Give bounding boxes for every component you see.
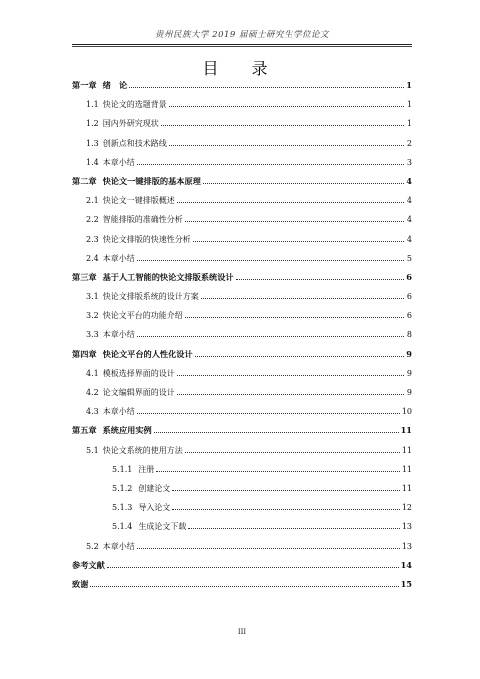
toc-entry-title: 生成论文下载	[138, 522, 187, 532]
toc-entry[interactable]	[72, 383, 412, 402]
toc-entry-page: 13	[401, 522, 412, 532]
dot-leader	[177, 375, 404, 376]
toc-entry-page: 2	[406, 138, 412, 148]
toc-entry[interactable]	[72, 172, 412, 191]
dot-leader	[137, 336, 404, 337]
toc-entry-number: 4.3	[86, 407, 99, 417]
toc-entry-title: 快论文一键排版概述	[102, 196, 175, 206]
dot-leader	[129, 87, 404, 88]
toc-entry-number: 第二章	[72, 175, 97, 186]
toc-entry-title: 快论文排版系统的设计方案	[102, 292, 199, 302]
toc-entry-number: 5.1.4	[112, 522, 133, 532]
toc-entry-number: 3.2	[86, 311, 99, 321]
toc-entry-page: 4	[406, 196, 412, 206]
toc-entry[interactable]	[72, 306, 412, 325]
dot-leader	[161, 125, 404, 126]
dot-leader	[185, 452, 400, 453]
toc-entry-page: 4	[406, 175, 412, 186]
toc-entry-number: 第四章	[72, 348, 97, 359]
toc-entry-page: 8	[406, 330, 412, 340]
toc-entry[interactable]	[72, 556, 412, 575]
toc-entry-title: 注册	[138, 464, 155, 474]
toc-entry[interactable]	[72, 153, 412, 172]
dot-leader	[203, 183, 404, 184]
toc-entry[interactable]	[72, 325, 412, 344]
toc-entry-page: 1	[406, 119, 412, 129]
toc-entry-title: 系统应用实例	[102, 425, 152, 436]
toc-entry-page: 9	[406, 388, 412, 397]
toc-entry-page: 10	[401, 407, 412, 417]
toc-entry-page: 5	[406, 253, 412, 263]
toc-entry-title: 快论文系统的使用方法	[102, 445, 183, 455]
page-number: III	[237, 628, 247, 636]
toc-entry[interactable]	[72, 287, 412, 306]
toc-entry-number: 3.3	[86, 330, 99, 340]
toc-entry[interactable]	[72, 76, 412, 95]
toc-entry-page: 1	[406, 80, 412, 90]
toc-entry-title: 快论文平台的人性化设计	[102, 348, 193, 359]
dot-leader	[137, 260, 404, 261]
toc-entry[interactable]	[72, 114, 412, 133]
toc-entry-title: 致谢	[72, 578, 89, 589]
toc-entry-page: 1	[406, 100, 412, 110]
toc-entry-number: 第一章	[72, 80, 97, 90]
toc-entry-title: 本章小结	[102, 157, 135, 167]
dot-leader	[177, 394, 404, 395]
toc-entry-title: 论文编辑界面的设计	[102, 388, 175, 397]
dot-leader	[154, 432, 399, 433]
toc-entry[interactable]	[72, 517, 412, 536]
toc-entry-page: 11	[401, 445, 412, 455]
toc-entry-page: 11	[401, 483, 412, 493]
toc-entry-page: 3	[406, 157, 412, 167]
toc-entry[interactable]	[72, 537, 412, 556]
toc-entry[interactable]	[72, 268, 412, 287]
header-rule-thin	[72, 46, 412, 47]
dot-leader	[156, 471, 399, 472]
toc-entry-page: 4	[406, 215, 412, 225]
toc-entry-number: 2.2	[86, 215, 99, 225]
toc-entry-page: 13	[401, 541, 412, 551]
toc-entry-number: 3.1	[86, 292, 99, 302]
toc-entry-title: 绪 论	[102, 80, 128, 90]
toc-entry[interactable]	[72, 210, 412, 229]
toc-entry-number: 5.1.2	[112, 483, 133, 493]
toc-entry-page: 11	[400, 425, 412, 436]
toc-entry-page: 6	[406, 271, 412, 282]
toc-entry-number: 1.2	[86, 119, 99, 129]
dot-leader	[193, 241, 404, 242]
dot-leader	[201, 298, 404, 299]
dot-leader	[185, 221, 404, 222]
toc-entry-title: 国内外研究现状	[102, 119, 159, 129]
toc-entry[interactable]	[72, 134, 412, 153]
header-rule	[72, 44, 412, 45]
toc-entry-title: 本章小结	[102, 253, 135, 263]
toc-entry[interactable]	[72, 460, 412, 479]
toc-entry-page: 6	[406, 311, 412, 321]
toc-entry-title: 本章小结	[102, 407, 135, 417]
running-header: 贵州民族大学 2019 届硕士研究生学位论文	[154, 30, 330, 40]
toc-entry-page: 4	[406, 234, 412, 244]
toc-entry[interactable]	[72, 479, 412, 498]
dot-leader	[107, 567, 399, 568]
toc-entry-title: 智能排版的准确性分析	[102, 215, 183, 225]
toc-entry-number: 2.3	[86, 234, 99, 244]
table-of-contents	[72, 76, 412, 594]
dot-leader	[195, 356, 404, 357]
dot-leader	[236, 279, 404, 280]
toc-entry[interactable]	[72, 575, 412, 594]
toc-entry-title: 基于人工智能的快论文排版系统设计	[102, 271, 234, 282]
toc-entry-number: 5.2	[86, 541, 99, 551]
toc-entry[interactable]	[72, 345, 412, 364]
toc-entry-number: 1.4	[86, 157, 99, 167]
toc-entry-title: 快论文的选题背景	[102, 100, 167, 110]
toc-entry-page: 6	[406, 292, 412, 302]
dot-leader	[137, 413, 400, 414]
toc-entry-number: 5.1.3	[112, 503, 133, 513]
toc-entry-title: 创建论文	[138, 483, 171, 493]
dot-leader	[169, 106, 404, 107]
toc-entry-number: 2.1	[86, 196, 99, 206]
toc-entry[interactable]	[72, 249, 412, 268]
toc-entry[interactable]	[72, 191, 412, 210]
toc-entry-number: 4.1	[86, 368, 99, 378]
toc-entry-title: 导入论文	[138, 503, 171, 513]
toc-entry-page: 12	[401, 503, 412, 513]
toc-entry-title: 快论文一键排版的基本原理	[102, 175, 201, 186]
dot-leader	[172, 509, 399, 510]
dot-leader	[137, 164, 404, 165]
toc-entry[interactable]	[72, 498, 412, 517]
toc-entry-number: 第三章	[72, 271, 97, 282]
toc-entry[interactable]	[72, 402, 412, 421]
dot-leader	[137, 548, 400, 549]
toc-title: 目 录	[202, 59, 282, 78]
toc-entry-number: 5.1.1	[112, 464, 133, 474]
toc-entry-title: 本章小结	[102, 330, 135, 340]
dot-leader	[90, 586, 398, 587]
toc-entry-number: 1.3	[86, 138, 99, 148]
dot-leader	[169, 145, 404, 146]
toc-entry-number: 1.1	[86, 100, 99, 110]
dot-leader	[185, 317, 404, 318]
toc-entry-page: 9	[406, 348, 412, 359]
toc-entry-page: 15	[400, 578, 412, 589]
toc-entry-page: 9	[406, 368, 412, 378]
toc-entry[interactable]	[72, 421, 412, 440]
toc-entry[interactable]	[72, 441, 412, 460]
toc-entry-number: 5.1	[86, 445, 99, 455]
toc-entry-number: 4.2	[86, 388, 99, 397]
toc-entry-title: 参考文献	[72, 559, 105, 570]
toc-entry-page: 14	[400, 559, 412, 570]
toc-entry-title: 本章小结	[102, 541, 135, 551]
toc-entry[interactable]	[72, 95, 412, 114]
toc-entry-title: 模板选择界面的设计	[102, 368, 175, 378]
toc-entry-page: 11	[401, 464, 412, 474]
toc-entry[interactable]	[72, 364, 412, 383]
toc-entry-title: 快论文排版的快速性分析	[102, 234, 191, 244]
dot-leader	[188, 528, 399, 529]
toc-entry-number: 2.4	[86, 253, 99, 263]
toc-entry-number: 第五章	[72, 425, 97, 436]
toc-entry-title: 创新点和技术路线	[102, 138, 167, 148]
toc-entry-title: 快论文平台的功能介绍	[102, 311, 183, 321]
dot-leader	[177, 202, 404, 203]
toc-entry[interactable]	[72, 230, 412, 249]
dot-leader	[172, 490, 399, 491]
